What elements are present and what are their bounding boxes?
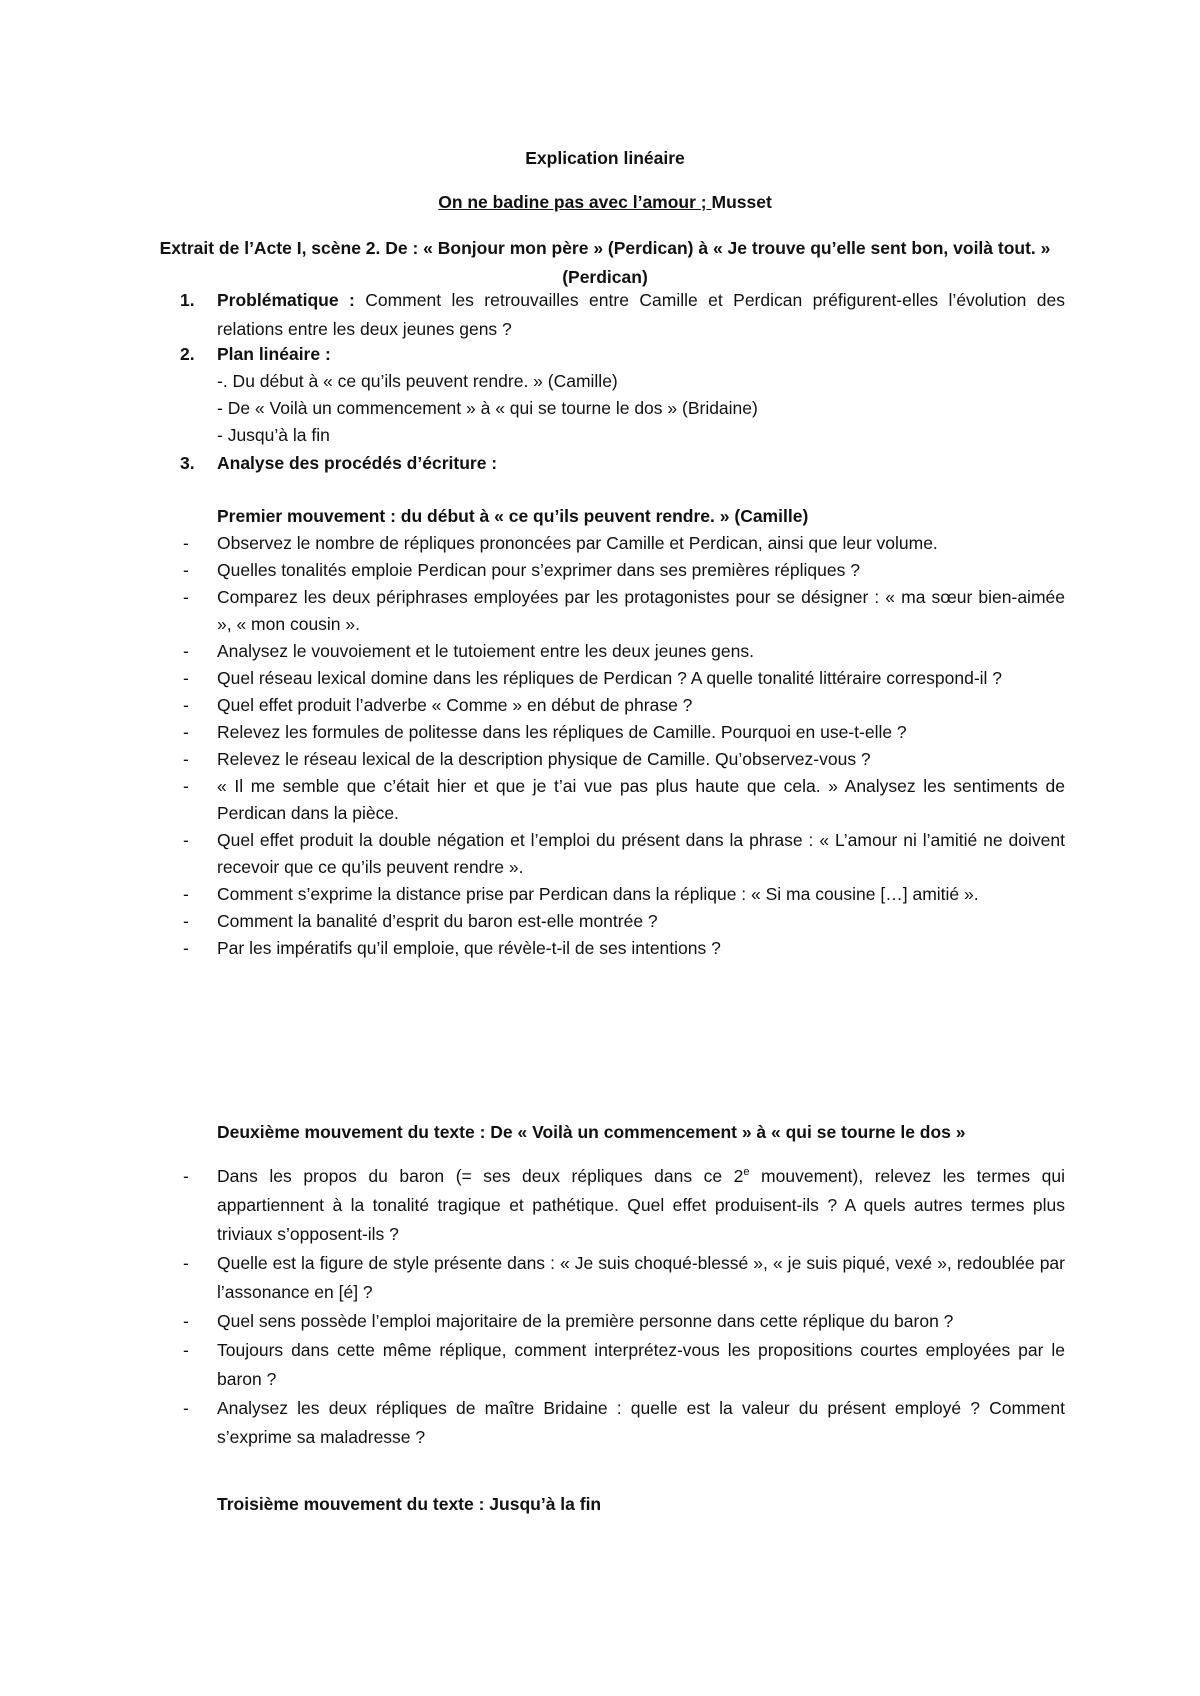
plan-line: -. Du début à « ce qu’ils peuvent rendre. » (Camille)	[217, 371, 618, 391]
list-item: - Quel effet produit la double négation et l’emploi du présent dans la phrase : « L’amour ni l’amitié ne doivent recevoir que ce qu’ils peuvent rendre ».	[145, 827, 1065, 881]
section-problematique	[180, 286, 1065, 344]
section-number: 1.	[180, 290, 195, 310]
section-number: 2.	[180, 344, 195, 364]
list-item: - Comparez les deux périphrases employées par les protagonistes pour se désigner : « ma sœur bien-aimée », « mon cousin ».	[145, 584, 1065, 638]
bullet-dash: -	[183, 911, 189, 931]
list-item: - Relevez les formules de politesse dans les répliques de Camille. Pourquoi en use-t-elle ?	[145, 719, 1065, 746]
extract-reference: Extrait de l’Acte I, scène 2. De : « Bonjour mon père » (Perdican) à « Je trouve qu’elle sent bon, voilà tout. » (Perdican)	[159, 238, 1051, 287]
list-item: - Quel effet produit l’adverbe « Comme » en début de phrase ?	[145, 692, 1065, 719]
bullet-dash: -	[183, 533, 189, 553]
movement-title: Premier mouvement : du début à « ce qu’ils peuvent rendre. » (Camille)	[217, 506, 809, 526]
bullet-dash: -	[183, 884, 189, 904]
work-author: Musset	[711, 192, 772, 212]
bullet-dash: -	[183, 749, 189, 769]
list-item: - Dans les propos du baron (= ses deux répliques dans ce 2e mouvement), relevez les termes qui appartiennent à la tonalité tragique et pathétique. Quel effet produisent-ils ? A quels autres termes plus triviaux s’opposent-ils ?	[145, 1162, 1065, 1249]
list-item: - Comment la banalité d’esprit du baron est-elle montrée ?	[145, 908, 1065, 935]
question-list	[145, 1162, 1065, 1452]
bullet-dash: -	[183, 1311, 189, 1331]
bullet-dash: -	[183, 587, 189, 607]
list-item: - Toujours dans cette même réplique, comment interprétez-vous les propositions courtes employées par le baron ?	[145, 1336, 1065, 1394]
plan-line: - Jusqu’à la fin	[217, 425, 330, 445]
section-label: Problématique :	[217, 290, 355, 310]
question-list	[145, 530, 1065, 962]
list-item: - Quel sens possède l’emploi majoritaire de la première personne dans cette réplique du baron ?	[145, 1307, 1065, 1336]
section-plan	[180, 340, 1065, 369]
list-item: - « Il me semble que c’était hier et que je t’ai vue pas plus haute que cela. » Analysez les sentiments de Perdican dans la pièce.	[145, 773, 1065, 827]
list-item: - Quel réseau lexical domine dans les répliques de Perdican ? A quelle tonalité littéraire correspond-il ?	[145, 665, 1065, 692]
work-subtitle	[145, 188, 1065, 217]
bullet-dash: -	[183, 641, 189, 661]
bullet-dash: -	[183, 938, 189, 958]
bullet-dash: -	[183, 560, 189, 580]
section-label: Plan linéaire :	[217, 344, 331, 364]
page-title: Explication linéaire	[525, 148, 685, 168]
section-label: Analyse des procédés d’écriture :	[217, 453, 498, 473]
list-item: - Analysez le vouvoiement et le tutoiement entre les deux jeunes gens.	[145, 638, 1065, 665]
section-analyse	[180, 449, 1065, 478]
section-text: Comment les retrouvailles entre Camille et Perdican préfigurent-elles l’évolution des relations entre les deux jeunes gens ?	[217, 290, 1066, 339]
list-item: - Quelles tonalités emploie Perdican pour s’exprimer dans ses premières répliques ?	[145, 557, 1065, 584]
list-item: - Observez le nombre de répliques prononcées par Camille et Perdican, ainsi que leur volume.	[145, 530, 1065, 557]
bullet-dash: -	[183, 668, 189, 688]
movement-title: Troisième mouvement du texte : Jusqu’à la fin	[217, 1494, 602, 1514]
work-title: On ne badine pas avec l’amour	[438, 192, 696, 212]
bullet-dash: -	[183, 722, 189, 742]
movement-title: Deuxième mouvement du texte : De « Voilà un commencement » à « qui se tourne le dos »	[217, 1122, 966, 1142]
bullet-dash: -	[183, 1253, 189, 1273]
bullet-dash: -	[183, 1398, 189, 1418]
list-item: - Relevez le réseau lexical de la description physique de Camille. Qu’observez-vous ?	[145, 746, 1065, 773]
bullet-dash: -	[183, 695, 189, 715]
list-item: - Comment s’exprime la distance prise par Perdican dans la réplique : « Si ma cousine […] amitié ».	[145, 881, 1065, 908]
list-item: - Analysez les deux répliques de maître Bridaine : quelle est la valeur du présent employé ? Comment s’exprime sa maladresse ?	[145, 1394, 1065, 1452]
plan-line: - De « Voilà un commencement » à « qui se tourne le dos » (Bridaine)	[217, 398, 758, 418]
list-item: - Quelle est la figure de style présente dans : « Je suis choqué-blessé », « je suis piqué, vexé », redoublée par l’assonance en [é] ?	[145, 1249, 1065, 1307]
bullet-dash: -	[183, 830, 189, 850]
bullet-dash: -	[183, 1340, 189, 1360]
list-item: - Par les impératifs qu’il emploie, que révèle-t-il de ses intentions ?	[145, 935, 1065, 962]
bullet-dash: -	[183, 1166, 189, 1186]
bullet-dash: -	[183, 776, 189, 796]
work-separator: ;	[695, 192, 712, 212]
section-number: 3.	[180, 453, 195, 473]
